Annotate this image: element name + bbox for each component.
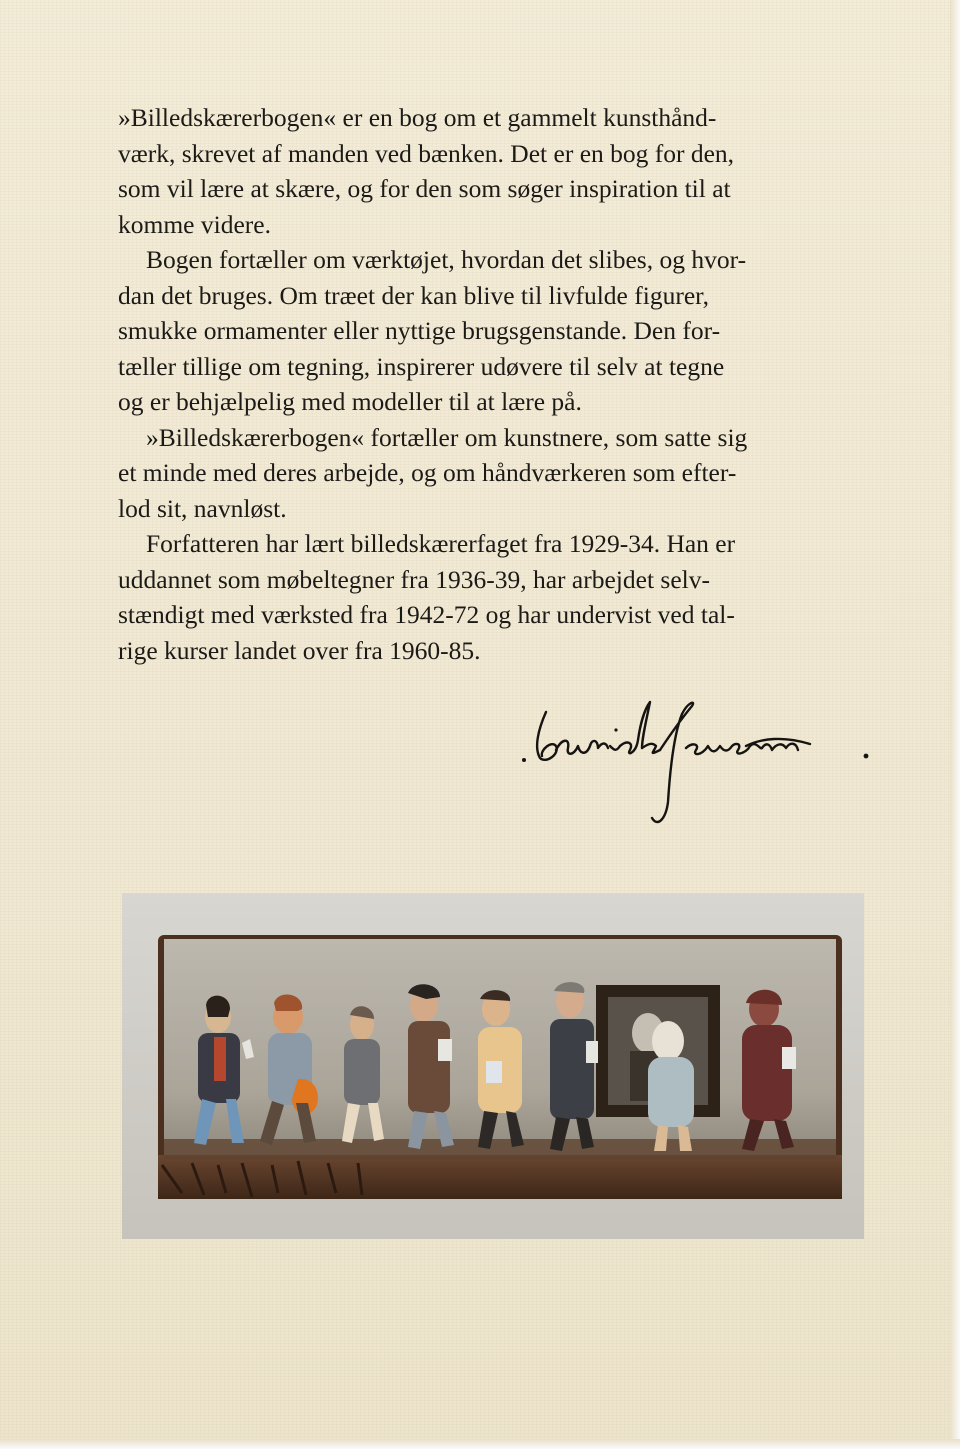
text-line: som vil lære at skære, og for den som søger inspiration til at xyxy=(118,174,731,203)
paragraph-artists xyxy=(118,420,870,527)
text-line: uddannet som møbeltegner fra 1936-39, har arbejdet selv- xyxy=(118,564,710,594)
text-line: »Billedskærerbogen« fortæller om kunstnere, som satte sig xyxy=(146,422,748,452)
text-line: komme videre. xyxy=(118,209,271,239)
text-line: dan det bruges. Om træet der kan blive til livfulde figurer, xyxy=(118,280,709,310)
scan-edge-right xyxy=(950,0,960,1449)
text-line: Forfatteren har lært billedskærerfaget fra 1929-34. Han er xyxy=(146,529,736,558)
relief-photograph xyxy=(122,893,864,1239)
text-line: et minde med deres arbejde, og om håndværkeren som efter- xyxy=(118,458,737,487)
wood-carving-relief-image xyxy=(122,893,864,1239)
text-line: rige kurser landet over fra 1960-85. xyxy=(118,635,481,665)
paragraph-author-bio xyxy=(118,526,870,668)
paragraph-contents xyxy=(118,242,870,420)
text-line: Bogen fortæller om værktøjet, hvordan det slibes, og hvor- xyxy=(146,245,747,274)
author-signature xyxy=(510,690,880,830)
scan-edge-bottom xyxy=(0,1439,960,1449)
text-line: »Billedskærerbogen« er en bog om et gammelt kunsthånd- xyxy=(118,103,717,132)
text-line: smukke ormamenter eller nyttige brugsgenstande. Den for- xyxy=(118,316,721,345)
text-line: og er behjælpelig med modeller til at lære på. xyxy=(118,387,582,416)
paragraph-intro xyxy=(118,100,870,242)
text-line: stændigt med værksted fra 1942-72 og har undervist ved tal- xyxy=(118,600,735,629)
text-line: tæller tillige om tegning, inspirerer udøvere til selv at tegne xyxy=(118,351,725,381)
text-line: lod sit, navnløst. xyxy=(118,493,287,523)
blurb-text xyxy=(118,100,870,668)
signature-graphic xyxy=(510,690,880,830)
text-line: værk, skrevet af manden ved bænken. Det er en bog for den, xyxy=(118,138,735,168)
